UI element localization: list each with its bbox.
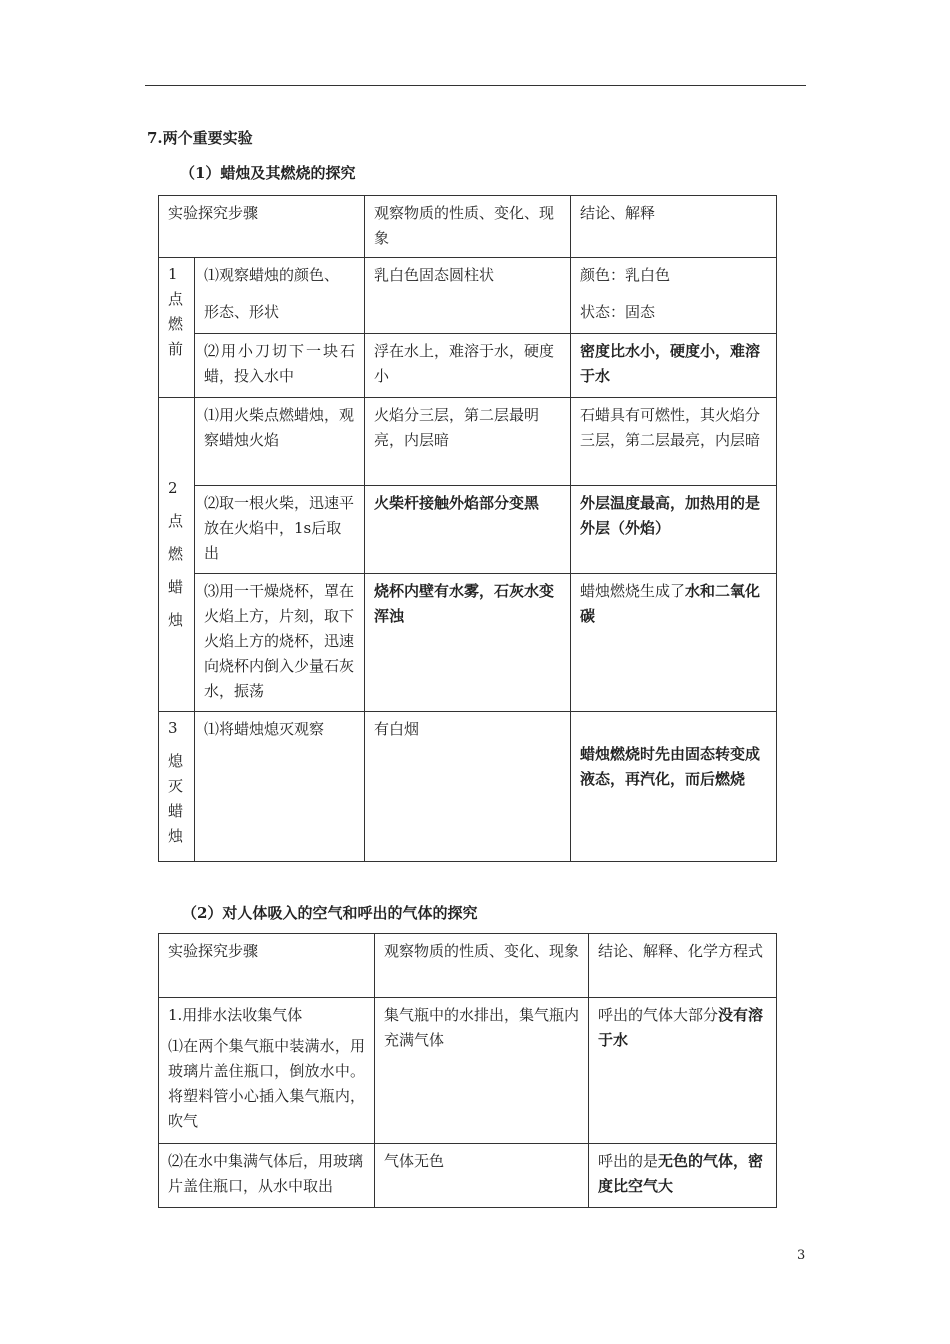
step-cell: ⑵取一根火柴，迅速平放在火焰中，1s后取出 xyxy=(195,486,365,574)
section-title: 7.两个重要实验 xyxy=(147,129,253,147)
header-cell: 观察物质的性质、变化、现象 xyxy=(375,934,589,998)
observation-cell: 火柴杆接触外焰部分变黑 xyxy=(365,486,571,574)
step-cell: ⑵在水中集满气体后，用玻璃片盖住瓶口，从水中取出 xyxy=(159,1144,375,1208)
observation-cell: 乳白色固态圆柱状 xyxy=(365,258,571,334)
header-cell: 结论、解释、化学方程式 xyxy=(589,934,777,998)
conclusion-cell: 外层温度最高，加热用的是外层（外焰） xyxy=(571,486,777,574)
stage-label-lighting-candle: 2 点 燃 蜡 烛 xyxy=(159,398,195,712)
header-cell: 实验探究步骤 xyxy=(159,196,365,258)
conclusion-cell: 蜡烛燃烧生成了水和二氧化碳 xyxy=(571,574,777,712)
observation-cell: 有白烟 xyxy=(365,712,571,862)
conclusion-cell: 蜡烛燃烧时先由固态转变成液态，再汽化，而后燃烧 xyxy=(571,712,777,862)
table-row xyxy=(159,398,777,486)
table-row xyxy=(159,1144,777,1208)
step-cell: 1.用排水法收集气体 ⑴在两个集气瓶中装满水，用玻璃片盖住瓶口，倒放水中。将塑料管小心插入集气瓶内，吹气 xyxy=(159,998,375,1144)
conclusion-cell: 密度比水小，硬度小，难溶于水 xyxy=(571,334,777,398)
breath-experiment-table xyxy=(158,933,777,1208)
header-rule xyxy=(145,85,806,86)
step-cell: ⑴用火柴点燃蜡烛，观察蜡烛火焰 xyxy=(195,398,365,486)
table-row xyxy=(159,334,777,398)
header-cell: 实验探究步骤 xyxy=(159,934,375,998)
observation-cell: 集气瓶中的水排出，集气瓶内充满气体 xyxy=(375,998,589,1144)
table-header-row xyxy=(159,934,777,998)
header-cell: 观察物质的性质、变化、现象 xyxy=(365,196,571,258)
step-cell: ⑵用小刀切下一块石蜡，投入水中 xyxy=(195,334,365,398)
observation-cell: 气体无色 xyxy=(375,1144,589,1208)
observation-cell: 浮在水上，难溶于水，硬度小 xyxy=(365,334,571,398)
observation-cell: 火焰分三层，第二层最明亮，内层暗 xyxy=(365,398,571,486)
stage-label-extinguish-candle: 3 熄 灭 蜡 烛 xyxy=(159,712,195,862)
table-row xyxy=(159,486,777,574)
conclusion-cell: 颜色：乳白色 状态：固态 xyxy=(571,258,777,334)
table-row xyxy=(159,574,777,712)
step-cell: ⑶用一干燥烧杯，罩在火焰上方，片刻，取下火焰上方的烧杯，迅速向烧杯内倒入少量石灰水，振荡 xyxy=(195,574,365,712)
candle-experiment-table xyxy=(158,195,777,862)
conclusion-cell: 石蜡具有可燃性，其火焰分三层，第二层最亮，内层暗 xyxy=(571,398,777,486)
table-row xyxy=(159,258,777,334)
step-cell: ⑴观察蜡烛的颜色、 形态、形状 xyxy=(195,258,365,334)
step-cell: ⑴将蜡烛熄灭观察 xyxy=(195,712,365,862)
conclusion-cell: 呼出的是无色的气体，密度比空气大 xyxy=(589,1144,777,1208)
page-number: 3 xyxy=(797,1248,806,1263)
subsection-title-1: （1）蜡烛及其燃烧的探究 xyxy=(180,164,356,182)
table-header-row xyxy=(159,196,777,258)
subsection-title-2: （2）对人体吸入的空气和呼出的气体的探究 xyxy=(182,904,478,922)
table-row xyxy=(159,998,777,1144)
stage-label-before-lighting: 1 点 燃 前 xyxy=(159,258,195,398)
table-row xyxy=(159,712,777,862)
observation-cell: 烧杯内壁有水雾，石灰水变浑浊 xyxy=(365,574,571,712)
conclusion-cell: 呼出的气体大部分没有溶于水 xyxy=(589,998,777,1144)
header-cell: 结论、解释 xyxy=(571,196,777,258)
